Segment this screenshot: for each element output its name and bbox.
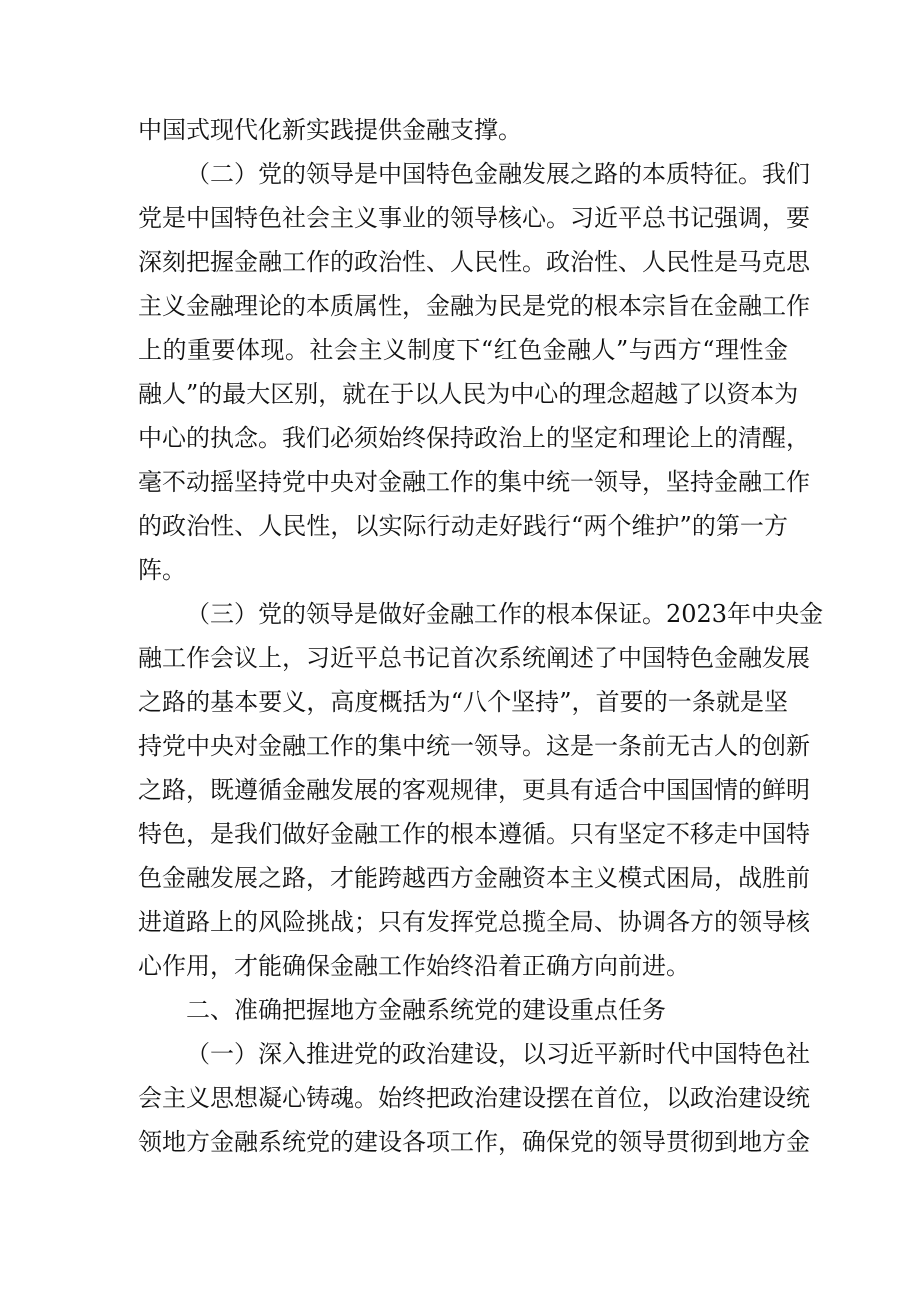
text-line: 心作用，才能确保金融工作始终沿着正确方向前进。 xyxy=(138,952,690,980)
text-line: 融工作会议上，习近平总书记首次系统阐述了中国特色金融发展 xyxy=(138,644,810,672)
text-line: 持党中央对金融工作的集中统一领导。这是一条前无古人的创新 xyxy=(138,732,810,760)
text-line: 中国式现代化新实践提供金融支撑。 xyxy=(138,116,522,144)
text-line: 深刻把握金融工作的政治性、人民性。政治性、人民性是马克思 xyxy=(138,248,810,276)
text-line: 毫不动摇坚持党中央对金融工作的集中统一领导，坚持金融工作 xyxy=(138,468,810,496)
text-line: 中心的执念。我们必须始终保持政治上的坚定和理论上的清醒， xyxy=(138,424,810,452)
text-line: 会主义思想凝心铸魂。始终把政治建设摆在首位，以政治建设统 xyxy=(138,1084,810,1112)
text-line: 党是中国特色社会主义事业的领导核心。习近平总书记强调，要 xyxy=(138,204,810,232)
text-line: 之路，既遵循金融发展的客观规律，更具有适合中国国情的鲜明 xyxy=(138,776,810,804)
text-line: 融人”的最大区别，就在于以人民为中心的理念超越了以资本为 xyxy=(138,380,799,408)
paragraph-line-first: （二）党的领导是中国特色金融发展之路的本质特征。我们 xyxy=(186,160,810,188)
section-heading: 二、准确把握地方金融系统党的建设重点任务 xyxy=(186,996,666,1024)
paragraph-line-first: （一）深入推进党的政治建设，以习近平新时代中国特色社 xyxy=(186,1040,810,1068)
text-line: 阵。 xyxy=(138,556,186,584)
text-line: 特色，是我们做好金融工作的根本遵循。只有坚定不移走中国特 xyxy=(138,820,810,848)
paragraph-line-first: （三）党的领导是做好金融工作的根本保证。2023年中央金 xyxy=(186,600,824,628)
text-line: 进道路上的风险挑战；只有发挥党总揽全局、协调各方的领导核 xyxy=(138,908,810,936)
text-line: 之路的基本要义，高度概括为“八个坚持”，首要的一条就是坚 xyxy=(138,688,788,716)
text-line: 领地方金融系统党的建设各项工作，确保党的领导贯彻到地方金 xyxy=(138,1128,810,1156)
text-line: 上的重要体现。社会主义制度下“红色金融人”与西方“理性金 xyxy=(138,336,788,364)
text-line: 的政治性、人民性，以实际行动走好践行“两个维护”的第一方 xyxy=(138,512,788,540)
text-line: 色金融发展之路，才能跨越西方金融资本主义模式困局，战胜前 xyxy=(138,864,810,892)
text-line: 主义金融理论的本质属性，金融为民是党的根本宗旨在金融工作 xyxy=(138,292,810,320)
